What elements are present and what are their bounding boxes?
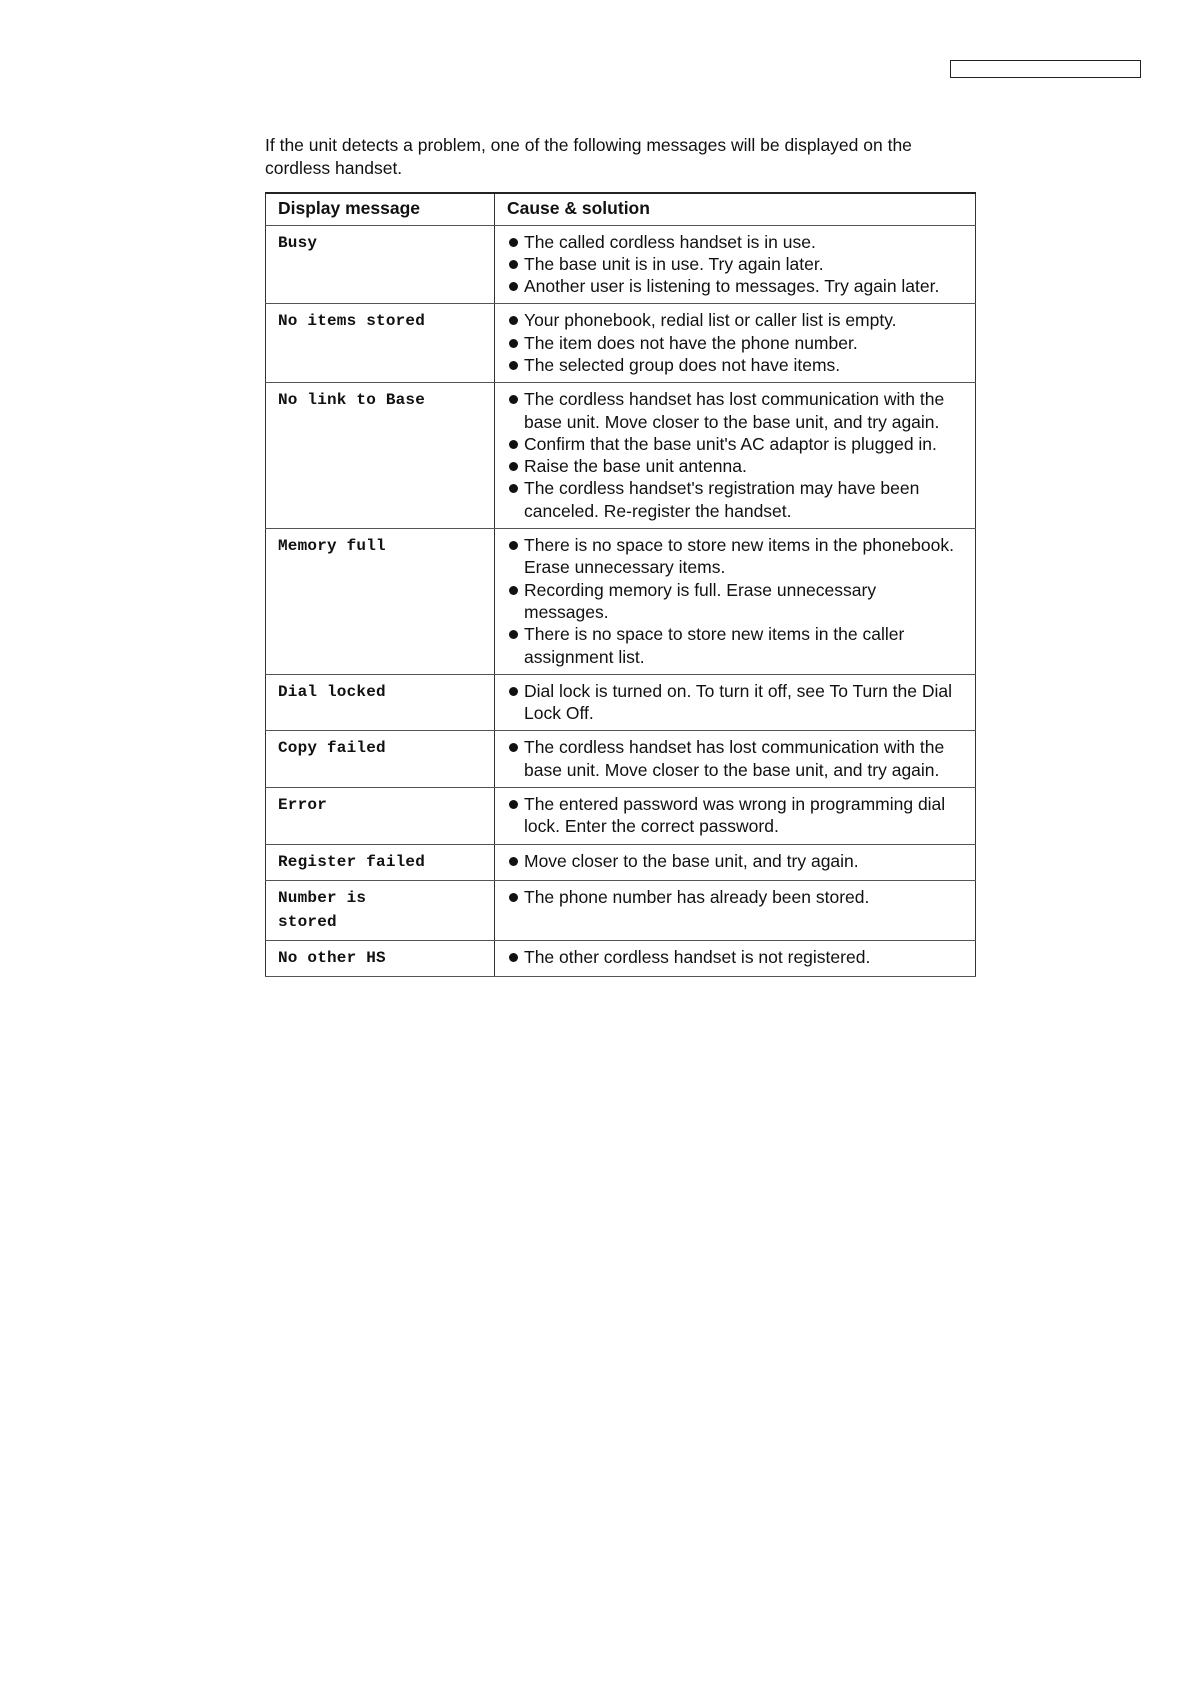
table-row <box>266 529 976 675</box>
cause-cell <box>495 880 976 940</box>
intro-paragraph <box>265 134 965 179</box>
table-row <box>266 383 976 529</box>
cause-item: The selected group does not have items. <box>507 354 963 376</box>
header-cause-solution: Cause & solution <box>495 193 976 225</box>
message-cell <box>266 940 495 976</box>
table-row <box>266 880 976 940</box>
header-display-message: Display message <box>266 193 495 225</box>
cause-list <box>507 850 963 872</box>
cause-list <box>507 886 963 908</box>
cause-item: The cordless handset has lost communication with the base unit. Move closer to the base unit, and try again. <box>507 388 963 433</box>
display-message-code: No other HS <box>278 948 386 967</box>
display-message-code: Number is stored <box>278 888 367 931</box>
cause-cell <box>495 529 976 675</box>
display-message-code: No items stored <box>278 312 426 331</box>
message-cell <box>266 529 495 675</box>
cause-item: The cordless handset has lost communication with the base unit. Move closer to the base unit, and try again. <box>507 736 963 781</box>
cause-item: The other cordless handset is not registered. <box>507 946 963 968</box>
display-message-code: Dial locked <box>278 682 386 701</box>
table-row <box>266 674 976 731</box>
table-row <box>266 731 976 788</box>
cause-list <box>507 793 963 838</box>
cause-cell <box>495 844 976 880</box>
display-message-code: Register failed <box>278 852 426 871</box>
cause-list <box>507 680 963 725</box>
cause-item: The called cordless handset is in use. <box>507 231 963 253</box>
message-cell <box>266 880 495 940</box>
cause-item: Dial lock is turned on. To turn it off, see To Turn the Dial Lock Off. <box>507 680 963 725</box>
cause-list <box>507 309 963 376</box>
cause-list <box>507 534 963 668</box>
table-header-row <box>266 193 976 225</box>
message-cell <box>266 731 495 788</box>
intro-line-1: If the unit detects a problem, one of the following messages will be displayed on the <box>265 135 912 155</box>
cause-list <box>507 388 963 522</box>
table-row <box>266 844 976 880</box>
cause-item: The cordless handset's registration may have been canceled. Re-register the handset. <box>507 477 963 522</box>
cause-cell <box>495 731 976 788</box>
message-cell <box>266 225 495 304</box>
cause-item: The base unit is in use. Try again later. <box>507 253 963 275</box>
cause-item: Another user is listening to messages. Try again later. <box>507 275 963 297</box>
message-cell <box>266 304 495 383</box>
cause-list <box>507 231 963 298</box>
table-row <box>266 788 976 845</box>
message-cell <box>266 674 495 731</box>
cause-item: Recording memory is full. Erase unnecessary messages. <box>507 579 963 624</box>
display-message-code: Busy <box>278 233 318 252</box>
table-row <box>266 940 976 976</box>
display-message-code: No link to Base <box>278 391 426 410</box>
display-message-code: Memory full <box>278 537 386 556</box>
display-message-code: Copy failed <box>278 739 386 758</box>
header-box <box>950 60 1141 78</box>
message-cell <box>266 844 495 880</box>
message-cell <box>266 788 495 845</box>
cause-item: The item does not have the phone number. <box>507 332 963 354</box>
cause-item: Your phonebook, redial list or caller list is empty. <box>507 309 963 331</box>
cause-cell <box>495 788 976 845</box>
cause-cell <box>495 304 976 383</box>
intro-line-2: cordless handset. <box>265 157 403 178</box>
message-cell <box>266 383 495 529</box>
cause-list <box>507 946 963 968</box>
cause-cell <box>495 940 976 976</box>
cause-item: There is no space to store new items in the phonebook. Erase unnecessary items. <box>507 534 963 579</box>
cause-item: There is no space to store new items in the caller assignment list. <box>507 623 963 668</box>
cause-item: The phone number has already been stored. <box>507 886 963 908</box>
display-message-code: Error <box>278 796 328 815</box>
cause-cell <box>495 383 976 529</box>
cause-cell <box>495 225 976 304</box>
cause-item: Confirm that the base unit's AC adaptor is plugged in. <box>507 433 963 455</box>
cause-cell <box>495 674 976 731</box>
table-row <box>266 304 976 383</box>
display-message-table <box>265 192 976 977</box>
cause-item: The entered password was wrong in programming dial lock. Enter the correct password. <box>507 793 963 838</box>
cause-item: Raise the base unit antenna. <box>507 455 963 477</box>
cause-list <box>507 736 963 781</box>
cause-item: Move closer to the base unit, and try again. <box>507 850 963 872</box>
table-row <box>266 225 976 304</box>
